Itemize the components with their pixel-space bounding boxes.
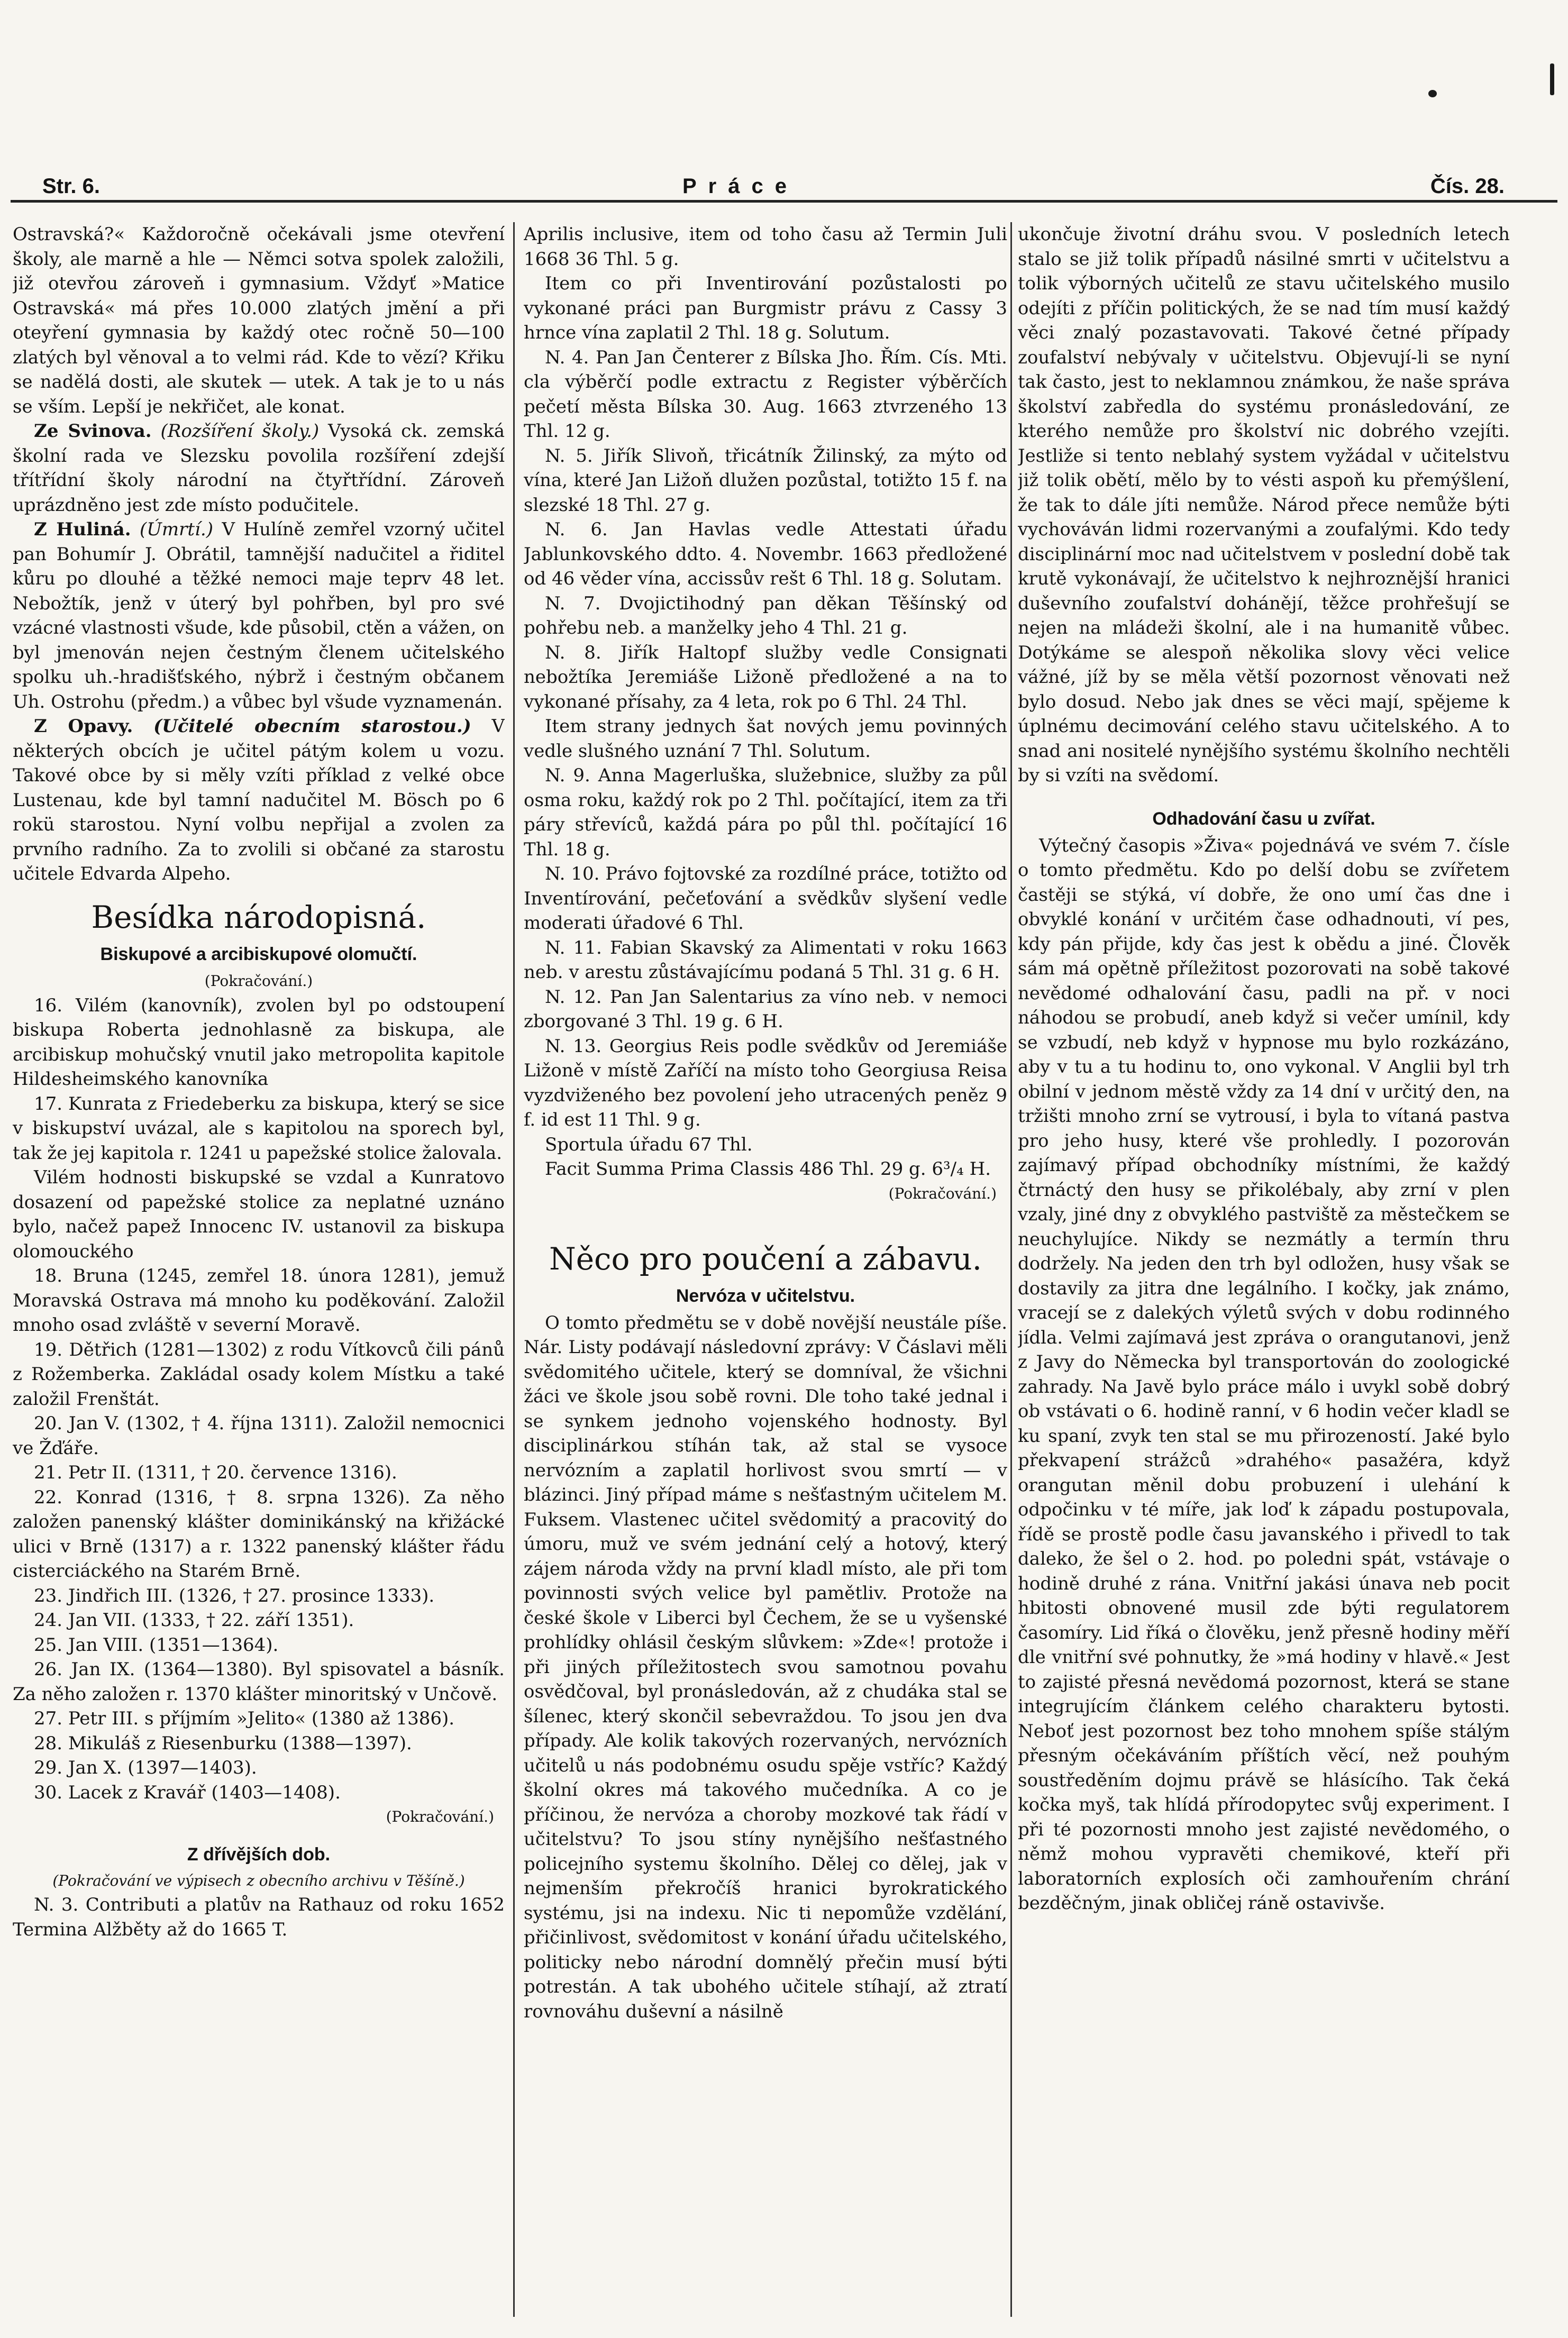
news-subheading: (Rozšíření školy.) <box>160 421 320 442</box>
list-entry: 26. Jan IX. (1364—1380). Byl spisovatel a básník. Za něho založen r. 1370 klášter minoritský v Unčově. <box>13 1659 505 1705</box>
list-entry: 21. Petr II. (1311, † 20. července 1316). <box>34 1462 397 1483</box>
paragraph: Item strany jednych šat nových jemu povinných vedle slušného uznání 7 Thl. Solutum. <box>524 716 1007 762</box>
list-entry: 18. Bruna (1245, zemřel 18. února 1281), jemuž Moravská Ostrava má mnoho ku poděkování. Založil mnoho osad zvláště v severní Moravě. <box>13 1265 505 1336</box>
paragraph: O tomto předmětu se v době novější neustále píše. Nár. Listy podávají následovní zprávy: V Čáslavi měli svědomitého učitele, který se domníval, že všichni žáci ve škole jsou sobě rovni. Dle toho také jednal i se synkem jednoho vojenského hodnosty. Byl disciplinárkou stíhán tak, až stal se vysoce nervózním a zaplatil horlivost svou smrtí — v blázinci. Jiný případ máme s nešťastným učitelem M. Fuksem. Vlastenec učitel svědomitý a pracovitý do úmoru, muž ve svém jednání celý a hotový, který zájem národa vždy na první kladl místo, ale při tom povinnosti svých velice byl pamětliv. Protože na české škole v Liberci byl Čechem, že se u vyšenské prohlídky ohlásil českým slůvkem: »Zde«! protože i při jiných příležitostech svou samotnou povahu osvědčoval, byl pronásledován, až z chudáka stal se šílenec, který skončil sebevraždou. To jsou jen dva případy. Ale kolik takových rozervaných, nervózních učitelů u nás podobnému osudu spěje vstříc? Každý školní okres má takového mučedníka. A co je příčinou, že nervóza a choroby mozkové tak řádí v učitelstvu? To jsou stíny nynějšího nešťastného policejního systemu školního. Dělej co dělej, jak v nejmenším překročíš hranici byrokratického systému, jsi na indexu. Nic ti nepomůže vzdělání, přičinlivost, svědomitost v konání úřadu učitelského, politicky nebo národní domnělý přečin musí býti potrestán. A tak ubohého učitele stíhají, až ztratí rovnováhu duševní a násilně <box>524 1312 1007 2022</box>
page-number: Str. 6. <box>42 175 100 198</box>
list-entry: 28. Mikuláš z Riesenburku (1388—1397). <box>34 1732 412 1754</box>
news-subheading: (Úmrtí.) <box>139 519 214 540</box>
paragraph: Facit Summa Prima Classis 486 Thl. 29 g. 6³/₄ H. <box>545 1158 991 1180</box>
paragraph: N. 7. Dvojictihodný pan děkan Těšínský od pohřebu neb. a manželky jeho 4 Thl. 21 g. <box>524 592 1007 638</box>
news-item <box>13 714 505 887</box>
paragraph: N. 10. Právo fojtovské za rozdílné práce, totižto od Inventírování, pečeťování a svědkův slyšení vedle moderati úřadové 6 Thl. <box>524 863 1007 934</box>
paragraph: N. 6. Jan Havlas vedle Attestati úřadu Jablunkovského ddto. 4. Novembr. 1663 předložené od 46 věder vína, accissův rešt 6 Thl. 18 g. Solutam. <box>524 519 1007 589</box>
news-heading: Ze Svinova. <box>34 421 152 442</box>
paragraph: Ostravská?« Každoročně očekávali jsme otevření školy, ale marně a hle — Němci sotva spolek založili, již otevřou zároveň i gymnasium. Vždyť »Matice Ostravská« má přes 10.000 zlatých jmění a při oteyření gymnasia by každý otec ročně 50—100 zlatých byl věnoval a to velmi rád. Kde to vězí? Křiku se nadělá dosti, ale skutek — utek. A tak je to u nás se vším. Lepší je nekřičet, ale konat. <box>13 224 505 417</box>
column-2 <box>524 222 1007 2327</box>
section-title: Besídka národopisná. <box>91 899 426 935</box>
news-heading: Z Opavy. <box>34 716 133 737</box>
news-subheading: (Učitelé obecním starostou.) <box>153 716 471 737</box>
list-entry: 22. Konrad (1316, † 8. srpna 1326). Za něho založen panenský klášter dominikánský na křižácké ulici v Brně (1317) a r. 1322 panenský klášter řádu cisterciáckého na Starém Brně. <box>13 1486 505 1582</box>
continuation-note: (Pokračování.) <box>386 1808 494 1825</box>
column-divider <box>1010 222 1012 2317</box>
paragraph: N. 5. Jiřík Slivoň, třicátník Žilinský, za mýto od vína, které Jan Ližoň dlužen pozůstal, totižto 15 f. na slezské 18 Thl. 27 g. <box>524 445 1007 516</box>
paragraph: N. 12. Pan Jan Salentarius za víno neb. v nemoci zborgované 3 Thl. 19 g. 6 H. <box>524 986 1007 1032</box>
news-item <box>13 419 505 517</box>
list-entry: 24. Jan VII. (1333, † 22. září 1351). <box>34 1610 354 1631</box>
paragraph: Sportula úřadu 67 Thl. <box>545 1134 753 1155</box>
list-entry: Vilém hodnosti biskupské se vzdal a Kunratovo dosazení od papežské stolice za neplatné uznáno bylo, načež papež Innocenc IV. ustanovil za biskupa olomouckého <box>13 1167 505 1262</box>
column-divider <box>513 222 515 2317</box>
paragraph: Aprilis inclusive, item od toho času až Termin Juli 1668 36 Thl. 5 g. <box>524 224 1007 270</box>
issue-number: Čís. 28. <box>1430 175 1505 198</box>
list-entry: 25. Jan VIII. (1351—1364). <box>34 1634 279 1656</box>
header-rule <box>11 200 1557 203</box>
paragraph: ukončuje životní dráhu svou. V posledních letech stalo se již tolik případů násilné smrti v učitelstvu a tolik výborných učitelů ze stavu učitelského musilo odejíti z příčin politických, že se nad tím musí každý věci znalý pozastavovati. Takové četné případy zoufalství nebývaly v učitelstvu. Objevují-li se nyní tak často, jest to neklamnou známkou, že naše správa školství zabředla do systému pronásledování, ze kterého nemůže pro školství nic dobrého vzejíti. Jestliže si tento neblahý system vyžádal v učitelstvu již tolik obětí, mělo by to vésti aspoň ku přemýšlení, že tak to dále jíti nemůže. Národ přece nemůže býti vychováván lidmi rozervanými a zoufalými. Kdo tedy disciplinární moc nad učitelstvem v poslední době tak krutě vykonávají, že učitelstvo k nejhroznější hranici duševního zoufalství dohánějí, těžce prohřešují se nejen na mládeži školní, ale i na humanitě vůbec. Dotýkáme se alespoň několika slovy věci velice vážné, jíž by se měla větší pozornost věnovati než bylo dosud. Nebo jak dnes se věci mají, spějeme k úplnému decimování celého stavu učitelského. A to snad ani nositelé nynějšího systému školního nechtěli by si vzíti na svědomí. <box>1018 224 1510 786</box>
news-heading: Z Huliná. <box>34 519 131 540</box>
news-body: V některých obcích je učitel pátým kolem u vozu. Takové obce by si měly vzíti příklad z velké obce Lustenau, kde byl tamní nadučitel M. Bösch po 6 rokü starostou. Nyní volbu nepřijal a zvolen za prvního radního. Za to zvolili si občané za starostu učitele Edvarda Alpeho. <box>13 716 505 884</box>
list-entry: 19. Dětřich (1281—1302) z rodu Vítkovců čili pánů z Rožemberka. Zakládal osady kolem Místku a také založil Frenštát. <box>13 1339 505 1410</box>
list-entry: 23. Jindřich III. (1326, † 27. prosince 1333). <box>34 1585 435 1606</box>
news-body: V Hulíně zemřel vzorný učitel pan Bohumír J. Obrátil, tamnější nadučitel a řiditel kůru po dlouhé a těžké nemoci maje teprv 48 let. Nebožtík, jenž v úterý byl pohřben, byl pro své vzácné vlastnosti všude, kde působil, ctěn a vážen, on byl jmenován nejen čestným členem učitelského spolku uh.-hradišťského, nýbrž i čestným občanem Uh. Ostrohu (předm.) a vůbec byl všude vyznamenán. <box>13 519 505 713</box>
paragraph: N. 11. Fabian Skavský za Alimentati v roku 1663 neb. v arestu zůstávajícímu podaná 5 Thl. 31 g. 6 H. <box>524 937 1007 983</box>
column-1 <box>13 222 505 2327</box>
list-entry: 17. Kunrata z Friedeberku za biskupa, který se sice v biskupství uvázal, ale s kapitolou na sporech byl, tak že jej kapitola r. 1241 u papežské stolice žalovala. <box>13 1093 505 1164</box>
list-entry: 27. Petr III. s příjmím »Jelito« (1380 až 1386). <box>34 1708 455 1729</box>
newspaper-title: Práce <box>682 175 798 198</box>
paragraph: N. 3. Contributi a platův na Rathauz od roku 1652 Termina Alžběty až do 1665 T. <box>13 1894 505 1940</box>
section-title: Odhadování času u zvířat. <box>1152 808 1375 829</box>
ink-speck <box>1428 90 1437 97</box>
list-entry: 30. Lacek z Kravář (1403—1408). <box>34 1782 341 1803</box>
section-title: Z dřívějších dob. <box>187 1844 331 1865</box>
paragraph: N. 9. Anna Magerluška, služebnice, služby za půl osma roku, každý rok po 2 Thl. počítající, item za tři páry střevíců, každá pára po půl thl. počítající 16 Thl. 18 g. <box>524 765 1007 860</box>
section-subtitle: Nervóza v učitelstvu. <box>676 1285 855 1306</box>
paragraph: N. 13. Georgius Reis podle svědkův od Jeremiáše Ližoně v místě Zaříčí na místo toho Georgiusa Reisa vyzdviženého bez povolení jeho utracených peněz 9 f. id est 11 Thl. 9 g. <box>524 1035 1007 1130</box>
news-body: Vysoká ck. zemská školní rada ve Slezsku povolila rozšíření zdejší třítřídní školy národní na čtyřtřídní. Zároveň uprázdněno jest zde místo podučitele. <box>13 421 505 516</box>
continuation-note: (Pokračování.) <box>888 1184 997 1202</box>
list-entry: 20. Jan V. (1302, † 4. října 1311). Založil nemocnici ve Žďáře. <box>13 1413 505 1459</box>
paragraph: Item co při Inventirování pozůstalosti po vykonané práci pan Burgmistr právu z Cassy 3 hrnce vína zaplatil 2 Thl. 18 g. Solutum. <box>524 273 1007 343</box>
ink-speck <box>1550 63 1554 95</box>
column-3 <box>1018 222 1510 2327</box>
list-entry: 16. Vilém (kanovník), zvolen byl po odstoupení biskupa Roberta jednohlasně za biskupa, ale arcibiskup mohučský vnutil jako metropolita kapitole Hildesheimského kanovníka <box>13 994 505 1090</box>
news-item <box>13 517 505 714</box>
section-subtitle: (Pokračování ve výpisech z obecního archivu v Těšíně.) <box>52 1872 465 1889</box>
section-title: Něco pro poučení a zábavu. <box>549 1240 982 1277</box>
page-header <box>0 169 1568 206</box>
paragraph: N. 4. Pan Jan Čenterer z Bílska Jho. Řím. Cís. Mti. cla výběrčí podle extractu z Register výběrčích pečetí města Bílska 30. Aug. 1663 ztvrzeného 13 Thl. 12 g. <box>524 346 1007 442</box>
section-subtitle: Biskupové a arcibiskupové olomučtí. <box>100 944 417 964</box>
list-entry: 29. Jan X. (1397—1403). <box>34 1757 257 1778</box>
continuation-note: (Pokračování.) <box>204 972 313 990</box>
paragraph: N. 8. Jiřík Haltopf služby vedle Consignati nebožtíka Jeremiáše Ližoně předložené a na to vykonané přísahy, za 4 leta, rok po 6 Thl. 24 Thl. <box>524 642 1007 713</box>
paragraph: Výtečný časopis »Živa« pojednává ve svém 7. čísle o tomto předmětu. Kdo po delší dobu se zvířetem častěji se stýká, ví dobře, že ono umí čas dne i obvyklé konání v určitém čase odhadnouti, ví pes, kdy pán přijde, kdy čas jest k obědu a jiné. Člověk sám má opětně příležitost pozorovati na sobě takové nevědomé odhalování času, padli na př. v noci náhodou se probudí, aneb když si večer umínil, kdy se vzbudí, neb když v hypnose mu bylo rozkázáno, aby v tu a tu hodinu to, ono vykonal. V Anglii byl trh obilní v jednom městě vždy za 14 dní v určitý den, na tržišti mnoho zrní se vytrousí, i byla to vítaná pastva pro jeho husy, které vše prohledly. I pozorován zajímavý případ obchodníky místními, že každý čtrnáctý den husy se přikolébaly, aby zrní v plen vzaly, jiné dny z obvyklého pastviště za městečkem se neuchylujíce. Nikdy se nezmátly a termín thru dodržely. Na jeden den trh byl odložen, husy však se dostavily za jitra dne legálního. I kočky, jak známo, vracejí se z dalekých výletů svých v dobu rodinného jídla. Velmi zajímavá jest zpráva o orangutanovi, jenž z Javy do Německa byl transportován do zoologické zahrady. Na Javě bylo práce málo i uvykl sobě dobrý ob vstávati o 6. hodině ranní, v 6 hodin večer kladl se ku spaní, zvyk ten stal se mu přirozeností. Jaké bylo překvapení strážců »drahého« pasažéra, když orangutan měnil dobu probuzení i ulehání k odpočinku v té míře, jak loď k západu postupovala, řídě se prostě podle času javanského i přivedl to tak daleko, že šel o 2. hod. po poledni spát, vstávaje o hodině druhé z rána. Vnitřní jakási únava neb pocit hbitosti obnovené musil zde býti regulatorem časomíry. Lid říká o člověku, jenž přesně hodiny měří dle vnitřní své pohnutky, že »má hodiny v hlavě.« Jest to zajisté přesná nevědomá pozornost, která se stane integrujícím článkem celého charakteru bytosti. Neboť jest pozornost bez toho mnohem spíše stálým přesným očekáváním příštích věcí, než pouhým soustředěním dojmu právě se hlásícího. Tak čeká kočka myš, tak hlídá přírodopytec svůj experiment. I při té pozornosti mnoho jest zajisté nevědomého, o němž mohou vypravěti chemikové, kteří při laboratorních explosích oči zamhouřením chrání bezděčným, jinak obličej ráně ostavivše. <box>1018 835 1510 1914</box>
